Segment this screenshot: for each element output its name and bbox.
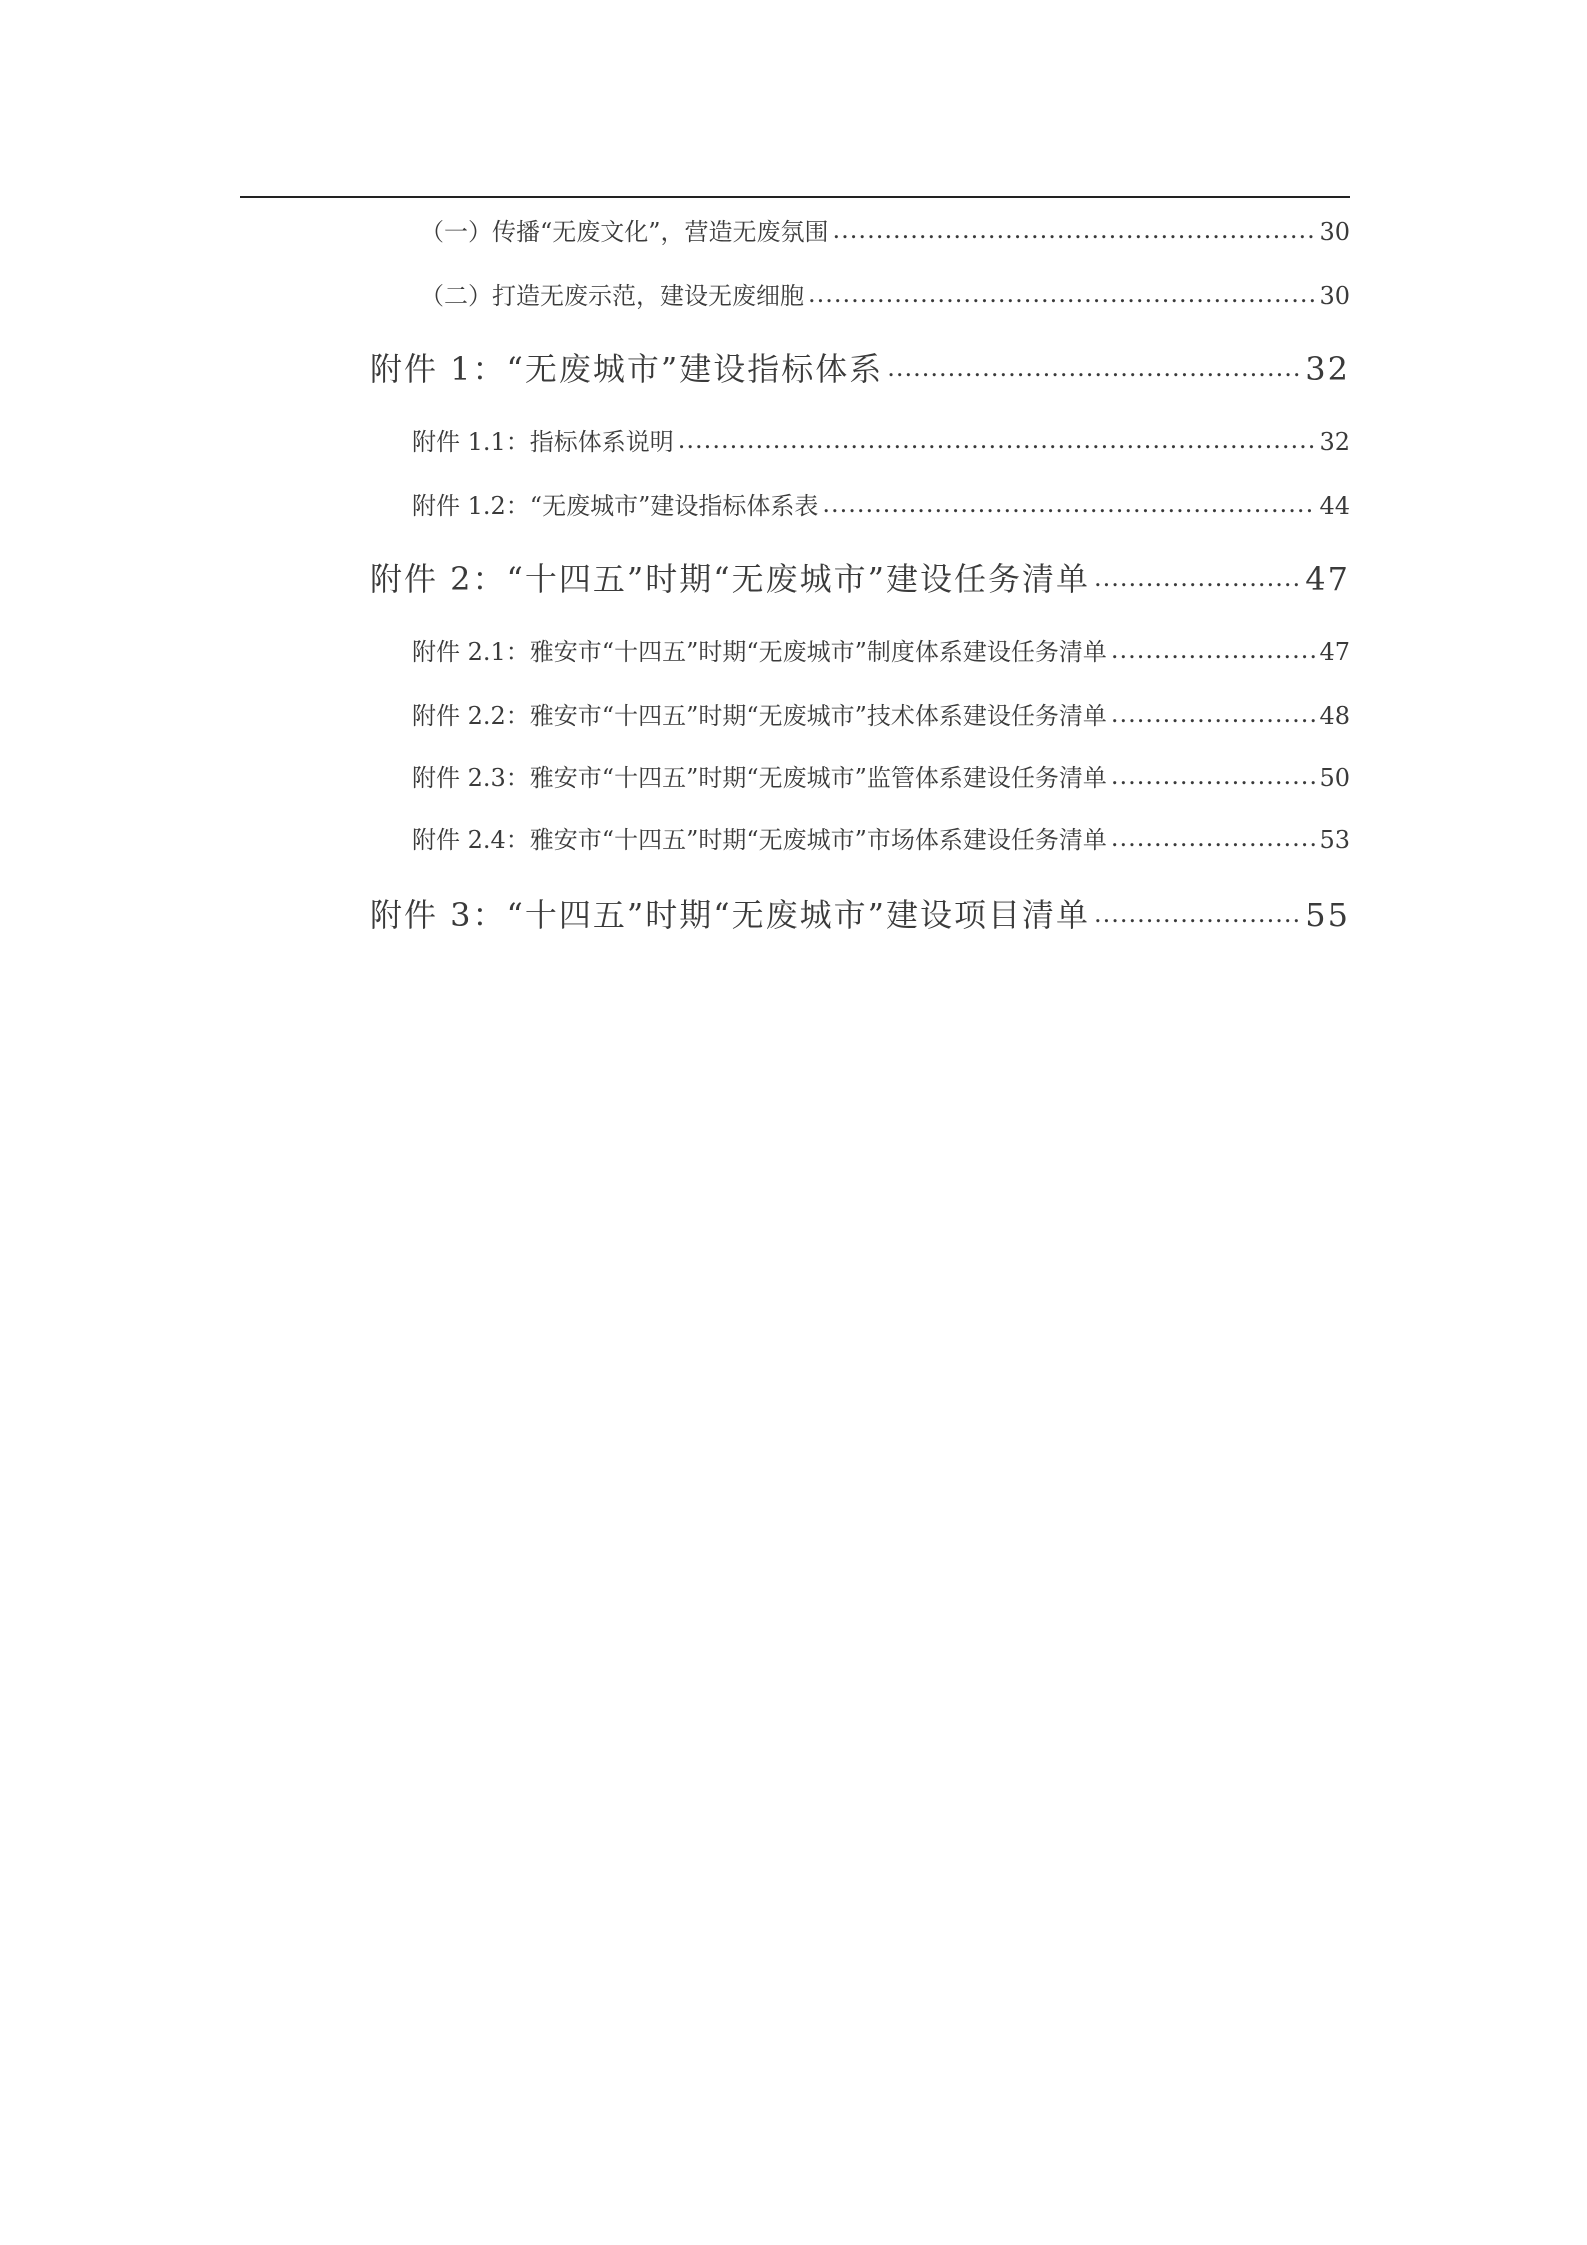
toc-entry-label: 附件 1：“无废城市”建设指标体系 <box>370 350 884 388</box>
toc-entry-label: 附件 1.1：指标体系说明 <box>412 428 674 456</box>
toc-entry-page: 55 <box>1305 896 1350 934</box>
toc-entry-page: 32 <box>1305 350 1350 388</box>
toc-entry-label: 附件 2：“十四五”时期“无废城市”建设任务清单 <box>370 560 1090 598</box>
toc-entry-page: 47 <box>1319 638 1350 666</box>
toc-entry-page: 53 <box>1319 826 1350 854</box>
toc-entry[interactable] <box>370 554 1350 600</box>
dot-leader <box>1094 564 1301 592</box>
toc-entry[interactable] <box>412 758 1350 793</box>
toc-entry[interactable] <box>412 820 1350 855</box>
dot-leader <box>822 490 1315 518</box>
toc-entry-page: 48 <box>1319 702 1350 730</box>
dot-leader <box>1111 636 1316 664</box>
toc-entry-label: 附件 2.1：雅安市“十四五”时期“无废城市”制度体系建设任务清单 <box>412 638 1107 666</box>
toc-entry-label: 附件 1.2：“无废城市”建设指标体系表 <box>412 492 819 520</box>
toc-entry[interactable] <box>420 276 1350 311</box>
dot-leader <box>1094 900 1301 928</box>
toc-entry-label: 附件 3：“十四五”时期“无废城市”建设项目清单 <box>370 896 1090 934</box>
toc-entry-page: 47 <box>1305 560 1350 598</box>
dot-leader <box>1111 762 1316 790</box>
dot-leader <box>1111 700 1316 728</box>
toc-entry-label: 附件 2.4：雅安市“十四五”时期“无废城市”市场体系建设任务清单 <box>412 826 1107 854</box>
toc-entry[interactable] <box>412 632 1350 667</box>
table-of-contents <box>0 0 1587 1000</box>
dot-leader <box>887 354 1301 382</box>
toc-entry-label: 附件 2.2：雅安市“十四五”时期“无废城市”技术体系建设任务清单 <box>412 702 1107 730</box>
toc-entry[interactable] <box>412 696 1350 731</box>
toc-entry-page: 32 <box>1319 428 1350 456</box>
toc-entry-label: （二）打造无废示范，建设无废细胞 <box>420 282 804 310</box>
toc-entry[interactable] <box>370 344 1350 390</box>
dot-leader <box>833 216 1316 244</box>
toc-entry-label: （一）传播“无废文化”，营造无废氛围 <box>420 218 829 246</box>
toc-entry[interactable] <box>412 486 1350 521</box>
toc-entry-page: 44 <box>1319 492 1350 520</box>
toc-entry[interactable] <box>420 212 1350 247</box>
toc-entry[interactable] <box>370 890 1350 936</box>
toc-entry[interactable] <box>412 422 1350 457</box>
dot-leader <box>1111 824 1316 852</box>
toc-entry-page: 30 <box>1319 218 1350 246</box>
toc-entry-page: 30 <box>1319 282 1350 310</box>
dot-leader <box>808 280 1315 308</box>
toc-entry-label: 附件 2.3：雅安市“十四五”时期“无废城市”监管体系建设任务清单 <box>412 764 1107 792</box>
dot-leader <box>678 426 1316 454</box>
toc-entry-page: 50 <box>1319 764 1350 792</box>
